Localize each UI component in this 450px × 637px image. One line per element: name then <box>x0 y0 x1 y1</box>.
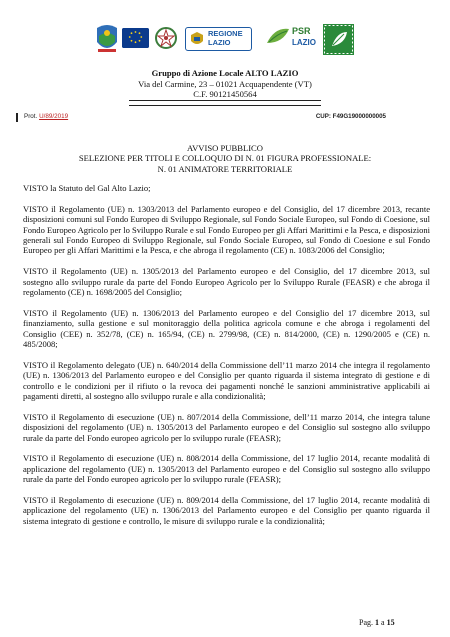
paragraph-statute: VISTO la Statuto del Gal Alto Lazio; <box>23 183 151 193</box>
protocol-number: U/89/2019 <box>39 113 69 120</box>
cup-code: CUP: F49G19000000005 <box>315 113 386 120</box>
page-number <box>359 618 395 627</box>
protocol-reference <box>24 113 68 120</box>
paragraph-reg-809-2014: VISTO il Regolamento di esecuzione (UE) n. 809/2014 della Commissione, del 17 luglio 2014, recante modalità di applicazione del regolamento (UE) n. 1306/2013 del Parlamento europeo e del Consiglio per quanto riguarda il sistema integrato di gestione e controllo, le misure di sviluppo rurale e la condizionalità; <box>23 494 430 526</box>
paragraph-reg-1303-2013: VISTO il Regolamento (UE) n. 1303/2013 del Parlamento europeo e del Consiglio, del 17 dicembre 2013, recante disposizioni comuni sul Fondo Europeo di Sviluppo Regionale, sul Fondo Sociale Europeo, sul Fondo di Coesione, sul Fondo Europeo Agricolo per lo Sviluppo Rurale e sul Fondo Europeo per gli Affari Marittimi e la Pesca, e disposizioni generali sul Fondo Europeo di Sviluppo Regionale, sul Fondo Sociale Europeo, sul Fondo di Coesione e sul Fondo Europeo per gli Affari Marittimi e la Pesca, e che abroga il regolamento (CE) n. 1083/2006 del Consiglio; <box>23 203 430 256</box>
notice-title <box>0 143 450 174</box>
page-prefix: Pag. <box>359 618 375 627</box>
italian-republic-emblem <box>154 25 178 51</box>
eu-flag-logo <box>122 28 149 48</box>
margin-bar <box>16 113 18 122</box>
logo-strip <box>0 22 450 62</box>
notice-title-line-3: N. 01 ANIMATORE TERRITORIALE <box>157 163 293 174</box>
regione-lazio-wordmark: REGIONE LAZIO <box>208 29 243 47</box>
protocol-label: Prot. <box>24 113 38 120</box>
organization-address: Via del Carmine, 23 – 01021 Acquapendente (VT) <box>138 78 312 89</box>
notice-title-line-1: AVVISO PUBBLICO <box>186 143 263 153</box>
regione-lazio-emblem-icon <box>189 31 205 47</box>
document-body <box>23 183 430 536</box>
psr-lazio-logo <box>265 25 317 51</box>
notice-title-line-2: SELEZIONE PER TITOLI E COLLOQUIO DI N. 01 FIGURA PROFESSIONALE: <box>78 153 372 164</box>
paragraph-reg-1306-2013: VISTO il Regolamento (UE) n. 1306/2013 del Parlamento europeo e del Consiglio del 17 dicembre 2013, sul finanziamento, sulla gestione e sul monitoraggio della politica agricola comune e che abroga i regolamenti del Consiglio (CEE) n. 352/78, (CE) n. 165/94, (CE) n. 2799/98, (CE) n. 814/2000, (CE) n. 1290/2005 e (CE) n. 485/2008; <box>23 307 430 349</box>
page-total: 15 <box>386 618 395 627</box>
paragraph-reg-640-2014: VISTO il Regolamento delegato (UE) n. 640/2014 della Commissione dell’11 marzo 2014 che integra il regolamento (UE) n. 1306/2013 del Parlamento europeo e del Consiglio per quanto riguarda il sistema integrato di gestione e di controllo e le condizioni per il rifiuto o la revoca dei pagamenti nonché le sanzioni amministrative applicabili ai pagamenti diretti, al sostegno allo sviluppo rurale e alla condizionalità; <box>23 359 430 401</box>
regione-lazio-logo <box>185 27 252 51</box>
gal-alto-lazio-logo <box>95 24 119 54</box>
paragraph-reg-807-2014: VISTO il Regolamento di esecuzione (UE) n. 807/2014 della Commissione, dell’11 marzo 2014, che integra talune disposizioni del regolamento (UE) n. 1305/2013 del Parlamento europeo e del Consiglio sul sostegno allo sviluppo rurale da parte del Fondo europeo agricolo per lo sviluppo rurale (FEASR); <box>23 411 430 443</box>
page-current: 1 <box>375 618 379 627</box>
paragraph-reg-808-2014: VISTO il Regolamento di esecuzione (UE) n. 808/2014 della Commissione, del 17 luglio 2014, recante modalità di applicazione del regolamento (UE) n. 1305/2013 del Parlamento europeo e del Consiglio sul sostegno allo sviluppo rurale da parte del Fondo europeo agricolo per lo sviluppo rurale (FEASR); <box>23 453 430 485</box>
organization-header <box>0 68 450 100</box>
paragraph-reg-1305-2013: VISTO il Regolamento (UE) n. 1305/2013 del Parlamento europeo e del Consiglio, del 17 dicembre 2013, sul sostegno allo sviluppo rurale da parte del Fondo Europeo Agricolo per lo Sviluppo Rurale (FEASR) e che abroga il regolamento (CE) n. 1698/2005 del Consiglio; <box>23 266 430 297</box>
page-separator: a <box>379 618 387 627</box>
organization-name: Gruppo di Azione Locale ALTO LAZIO <box>151 68 299 78</box>
psr-lazio-wordmark: LAZIO <box>292 38 316 47</box>
leader-logo <box>323 24 354 55</box>
psr-leaf-icon <box>265 25 291 47</box>
psr-wordmark: PSR <box>292 26 311 36</box>
organization-tax-code: C.F. 90121450564 <box>193 89 257 100</box>
header-rule <box>129 100 321 106</box>
